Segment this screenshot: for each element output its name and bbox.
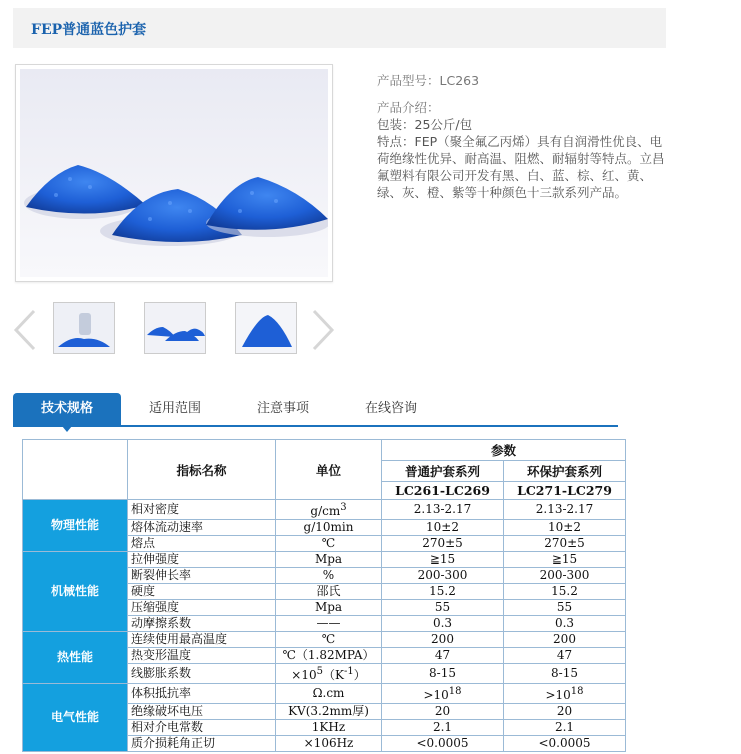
spec-table bbox=[22, 439, 626, 752]
header-blank-cell bbox=[23, 440, 128, 500]
thumb-next-arrow-icon[interactable] bbox=[310, 308, 336, 352]
row-value-2: 0.3 bbox=[504, 616, 626, 632]
row-value-1: 2.1 bbox=[382, 720, 504, 736]
row-name: 体积抵抗率 bbox=[128, 684, 276, 704]
row-value-1 bbox=[382, 684, 504, 704]
row-value-text: >10 bbox=[423, 688, 449, 702]
thumbnail-3[interactable] bbox=[235, 302, 297, 354]
row-name: 相对密度 bbox=[128, 500, 276, 520]
row-unit: ×106Hz bbox=[276, 736, 382, 752]
product-info bbox=[377, 72, 667, 201]
header-series2: 环保护套系列 bbox=[504, 461, 626, 482]
row-value-1: 47 bbox=[382, 648, 504, 664]
thumbnail-2[interactable] bbox=[144, 302, 206, 354]
tab-consult-label: 在线咨询 bbox=[364, 401, 417, 416]
tab-precautions[interactable] bbox=[229, 393, 337, 425]
row-value-2: 2.13-2.17 bbox=[504, 500, 626, 520]
row-unit bbox=[276, 500, 382, 520]
tab-specs-label: 技术规格 bbox=[40, 401, 93, 416]
row-value-1: 20 bbox=[382, 704, 504, 720]
row-unit: ℃ bbox=[276, 536, 382, 552]
row-value-1: 200-300 bbox=[382, 568, 504, 584]
row-unit: ℃（1.82MPA） bbox=[276, 648, 382, 664]
row-value-1: 55 bbox=[382, 600, 504, 616]
row-value-2: 47 bbox=[504, 648, 626, 664]
row-unit-end: ） bbox=[353, 668, 366, 682]
header-series2-code: LC271-LC279 bbox=[504, 482, 626, 500]
table-row bbox=[23, 684, 626, 704]
row-value-2: 10±2 bbox=[504, 520, 626, 536]
header-series1-code: LC261-LC269 bbox=[382, 482, 504, 500]
product-main-image[interactable] bbox=[15, 64, 333, 282]
row-value-2: ≧15 bbox=[504, 552, 626, 568]
header-unit: 单位 bbox=[276, 440, 382, 500]
active-tab-caret-icon bbox=[62, 426, 72, 432]
row-unit-sup: 3 bbox=[340, 502, 347, 513]
tab-applications-label: 适用范围 bbox=[148, 401, 201, 416]
row-value-2: 55 bbox=[504, 600, 626, 616]
row-value-1: 2.13-2.17 bbox=[382, 500, 504, 520]
row-value-sup: 18 bbox=[570, 686, 584, 697]
category-mechanical: 机械性能 bbox=[23, 552, 128, 632]
row-value-1: 270±5 bbox=[382, 536, 504, 552]
product-packaging: 包装：25公斤/包 bbox=[377, 117, 473, 132]
row-name: 熔体流动速率 bbox=[128, 520, 276, 536]
row-value-2: 200 bbox=[504, 632, 626, 648]
row-unit: KV(3.2mm厚) bbox=[276, 704, 382, 720]
tab-consult[interactable] bbox=[337, 393, 445, 425]
row-unit: g/10min bbox=[276, 520, 382, 536]
row-unit: 1KHz bbox=[276, 720, 382, 736]
row-name: 动摩擦系数 bbox=[128, 616, 276, 632]
page-title: FEP普通蓝色护套 bbox=[31, 22, 147, 38]
row-name: 断裂伸长率 bbox=[128, 568, 276, 584]
category-thermal: 热性能 bbox=[23, 632, 128, 684]
pellet-pile-illustration bbox=[20, 69, 328, 277]
tab-applications[interactable] bbox=[121, 393, 229, 425]
row-value-2: 20 bbox=[504, 704, 626, 720]
row-name: 硬度 bbox=[128, 584, 276, 600]
row-value-2: 200-300 bbox=[504, 568, 626, 584]
row-unit-tail-sup: -1 bbox=[343, 666, 354, 677]
row-unit: ℃ bbox=[276, 632, 382, 648]
row-name: 质介损耗角正切 bbox=[128, 736, 276, 752]
table-row bbox=[23, 500, 626, 520]
row-value-2 bbox=[504, 684, 626, 704]
header-params: 参数 bbox=[382, 440, 626, 461]
product-model: 产品型号：LC263 bbox=[377, 73, 480, 88]
row-name: 拉伸强度 bbox=[128, 552, 276, 568]
product-intro-label: 产品介绍： bbox=[377, 100, 440, 115]
row-value-1: 8-15 bbox=[382, 664, 504, 684]
table-header-row bbox=[23, 440, 626, 461]
row-value-1: 200 bbox=[382, 632, 504, 648]
row-unit: Mpa bbox=[276, 552, 382, 568]
title-bar bbox=[13, 8, 666, 48]
row-value-2: <0.0005 bbox=[504, 736, 626, 752]
row-name: 绝缘破坏电压 bbox=[128, 704, 276, 720]
tab-precautions-label: 注意事项 bbox=[256, 401, 309, 416]
row-unit: 邵氏 bbox=[276, 584, 382, 600]
row-value-2: 15.2 bbox=[504, 584, 626, 600]
row-name: 连续使用最高温度 bbox=[128, 632, 276, 648]
row-unit: —— bbox=[276, 616, 382, 632]
row-value-2: 270±5 bbox=[504, 536, 626, 552]
thumbnail-1[interactable] bbox=[53, 302, 115, 354]
row-name: 压缩强度 bbox=[128, 600, 276, 616]
row-value-sup: 18 bbox=[448, 686, 462, 697]
row-name: 相对介电常数 bbox=[128, 720, 276, 736]
row-unit bbox=[276, 664, 382, 684]
table-row bbox=[23, 552, 626, 568]
category-physical: 物理性能 bbox=[23, 500, 128, 552]
row-unit: % bbox=[276, 568, 382, 584]
row-value-2: 2.1 bbox=[504, 720, 626, 736]
category-electrical: 电气性能 bbox=[23, 684, 128, 752]
row-name: 热变形温度 bbox=[128, 648, 276, 664]
row-value-2: 8-15 bbox=[504, 664, 626, 684]
row-unit-text: g/cm bbox=[310, 504, 341, 518]
row-unit: Mpa bbox=[276, 600, 382, 616]
row-unit-text: ×10 bbox=[291, 668, 317, 682]
row-value-1: 10±2 bbox=[382, 520, 504, 536]
row-value-1: 0.3 bbox=[382, 616, 504, 632]
row-value-1: <0.0005 bbox=[382, 736, 504, 752]
row-unit-tail: （K bbox=[322, 668, 344, 682]
tab-bar bbox=[13, 393, 618, 427]
product-features: 特点：FEP（聚全氟乙丙烯）具有自润滑性优良、电荷绝缘性优异、耐高温、阻燃、耐辐射等特点。立昌氟塑料有限公司开发有黑、白、蓝、棕、红、黄、绿、灰、橙、紫等十种颜色十三款系列产品。 bbox=[377, 134, 665, 200]
header-series1: 普通护套系列 bbox=[382, 461, 504, 482]
row-unit-sup: 5 bbox=[316, 666, 323, 677]
row-value-1: 15.2 bbox=[382, 584, 504, 600]
row-value-text: >10 bbox=[545, 688, 571, 702]
thumb-prev-arrow-icon[interactable] bbox=[12, 308, 38, 352]
header-name: 指标名称 bbox=[128, 440, 276, 500]
row-name: 线膨胀系数 bbox=[128, 664, 276, 684]
tab-specs[interactable] bbox=[13, 393, 121, 425]
row-name: 熔点 bbox=[128, 536, 276, 552]
table-row bbox=[23, 632, 626, 648]
row-unit: Ω.cm bbox=[276, 684, 382, 704]
row-value-1: ≧15 bbox=[382, 552, 504, 568]
